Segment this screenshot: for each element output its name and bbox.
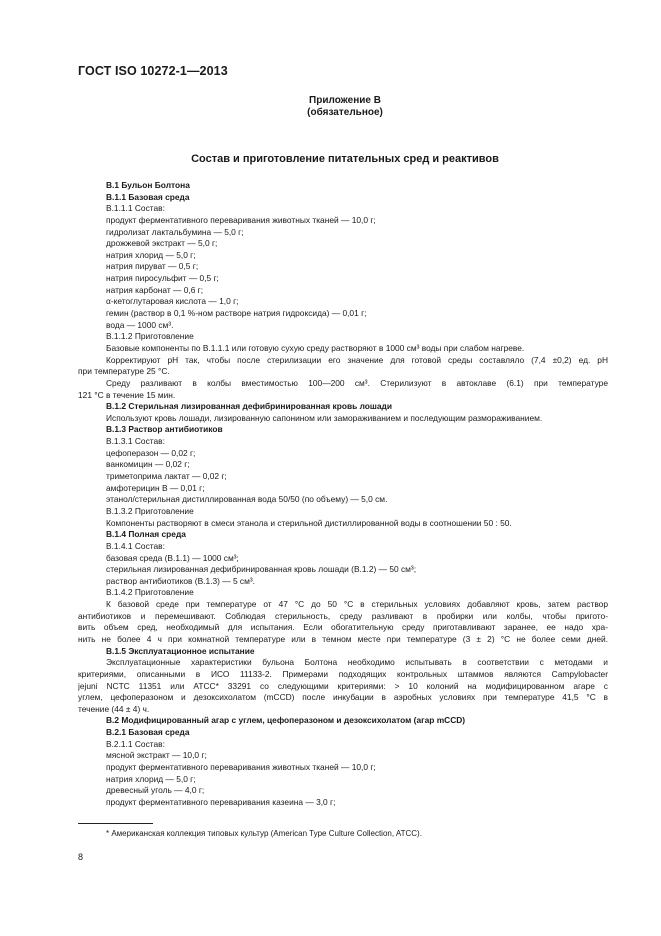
text-line: В.1.1.2 Приготовление xyxy=(106,331,194,342)
text-line: В.1.3.2 Приготовление xyxy=(106,505,194,516)
document-header: ГОСТ ISO 10272-1—2013 xyxy=(78,64,228,78)
text-line: вить объем сред, необходимый для испытания. Если обогатительную среду приготавливают заранее, ее надо хра- xyxy=(78,622,608,633)
text-line: натрия хлорид — 5,0 г; xyxy=(106,773,196,784)
section-title: Состав и приготовление питательных сред и реактивов xyxy=(191,153,499,165)
text-line: К базовой среде при температуре от 47 °С до 50 °С в стерильных условиях добавляют кровь, затем раствор xyxy=(106,599,608,610)
text-line: В.1.3.1 Состав: xyxy=(106,436,165,447)
text-line: нить не более 4 ч при комнатной температуре или в темном месте при температуре (3 ± 2) °С не более семи дней. xyxy=(78,633,608,644)
text-line: В.1.2 Стерильная лизированная дефибринированная кровь лошади xyxy=(106,401,392,412)
text-line: Компоненты растворяют в смеси этанола и стерильной дистиллированной воды в соотношении 50 : 50. xyxy=(106,517,512,528)
text-line: В.2.1.1 Состав: xyxy=(106,738,165,749)
text-line: углем, цефоперазоном и дезоксихолатом (mCCD) после инкубации в аэробных условиях при температуре 41,5 °С в xyxy=(78,692,608,703)
text-line: натрия пиросульфит — 0,5 г; xyxy=(106,273,219,284)
text-line: базовая среда (В.1.1) — 1000 см³; xyxy=(106,552,239,563)
page-number: 8 xyxy=(78,852,84,862)
text-line: В.2.1 Базовая среда xyxy=(106,727,190,738)
text-line: раствор антибиотиков (В.1.3) — 5 см³. xyxy=(106,575,255,586)
text-line: триметоприма лактат — 0,02 г; xyxy=(106,471,227,482)
text-line: критериями, описанными в ИСО 11133-2. Примерами подходящих контрольных штаммов являются Campylobacter xyxy=(78,668,608,679)
text-line: В.2 Модифицированный агар с углем, цефоперазоном и дезоксихолатом (агар mCCD) xyxy=(106,715,466,726)
text-line: Эксплуатационные характеристики бульона Болтона необходимо испытывать в соответствии с методами и xyxy=(106,657,608,668)
text-line: В.1.4.2 Приготовление xyxy=(106,587,194,598)
text-line: вода — 1000 см³. xyxy=(106,319,174,330)
text-line: цефоперазон — 0,02 г; xyxy=(106,447,196,458)
text-line: В.1.4 Полная среда xyxy=(106,529,186,540)
footnote: * Американская коллекция типовых культур (American Type Culture Collection, ATCC). xyxy=(106,829,422,838)
text-line: продукт ферментативного переваривания казеина — 3,0 г; xyxy=(106,796,336,807)
text-line: при температуре 25 °С. xyxy=(78,366,170,377)
text-line: Базовые компоненты по В.1.1.1 или готовую сухую среду растворяют в 1000 см³ воды при слабом нагреве. xyxy=(106,342,525,353)
text-line: продукт ферментативного переваривания животных тканей — 10,0 г; xyxy=(106,214,376,225)
text-line: ванкомицин — 0,02 г; xyxy=(106,459,190,470)
text-line: натрия пируват — 0,5 г; xyxy=(106,261,199,272)
text-line: В.1.1 Базовая среда xyxy=(106,191,190,202)
text-line: продукт ферментативного переваривания животных тканей — 10,0 г; xyxy=(106,762,376,773)
text-line: В.1.4.1 Состав: xyxy=(106,540,165,551)
text-line: Среду разливают в колбы вместимостью 100—200 см³. Стерилизуют в автоклаве (6.1) при температуре xyxy=(106,377,608,388)
text-line: дрожжевой экстракт — 5,0 г; xyxy=(106,238,218,249)
text-line: стерильная лизированная дефибринированная кровь лошади (В.1.2) — 50 см³; xyxy=(106,564,417,575)
text-line: Корректируют pH так, чтобы после стерилизации его значение для готовой среды составляло (7,4 ±0,2) ед. pH xyxy=(106,354,608,365)
text-line: гемин (раствор в 0,1 %-ном растворе натрия гидроксида) — 0,01 г; xyxy=(106,308,367,319)
text-line: антибиотиков и перемешивают. Соблюдая стерильность, среду разливают в пробирки или колбы, чтобы пригото- xyxy=(78,610,608,621)
text-line: jejuni NCTC 11351 или ATCC* 33291 со следующими критериями: > 10 колоний на модифицированном агаре с xyxy=(78,680,608,691)
text-line: α-кетоглутаровая кислота — 1,0 г; xyxy=(106,296,239,307)
text-line: натрия карбонат — 0,6 г; xyxy=(106,284,204,295)
annex-status: (обязательное) xyxy=(307,107,383,118)
text-line: течение (44 ± 4) ч. xyxy=(78,703,150,714)
text-line: 121 °С в течение 15 мин. xyxy=(78,389,176,400)
text-line: натрия хлорид — 5,0 г; xyxy=(106,249,196,260)
text-line: этанол/стерильная дистиллированная вода 50/50 (по объему) — 5,0 см. xyxy=(106,494,388,505)
footnote-rule xyxy=(78,823,153,824)
text-line: В.1 Бульон Болтона xyxy=(106,180,190,190)
text-line: В.1.3 Раствор антибиотиков xyxy=(106,424,223,435)
text-line: В.1.5 Эксплуатационное испытание xyxy=(106,645,255,656)
text-line: В.1.1.1 Состав: xyxy=(106,203,165,214)
text-line: древесный уголь — 4,0 г; xyxy=(106,785,205,796)
annex-title: Приложение В xyxy=(309,95,381,106)
text-line: Используют кровь лошади, лизированную сапонином или замораживанием и последующим размораживанием. xyxy=(106,412,543,423)
text-line: мясной экстракт — 10,0 г; xyxy=(106,750,207,761)
text-line: гидролизат лактальбумина — 5,0 г; xyxy=(106,226,244,237)
document-body xyxy=(78,180,608,809)
text-line: амфотерицин В — 0,01 г; xyxy=(106,482,205,493)
